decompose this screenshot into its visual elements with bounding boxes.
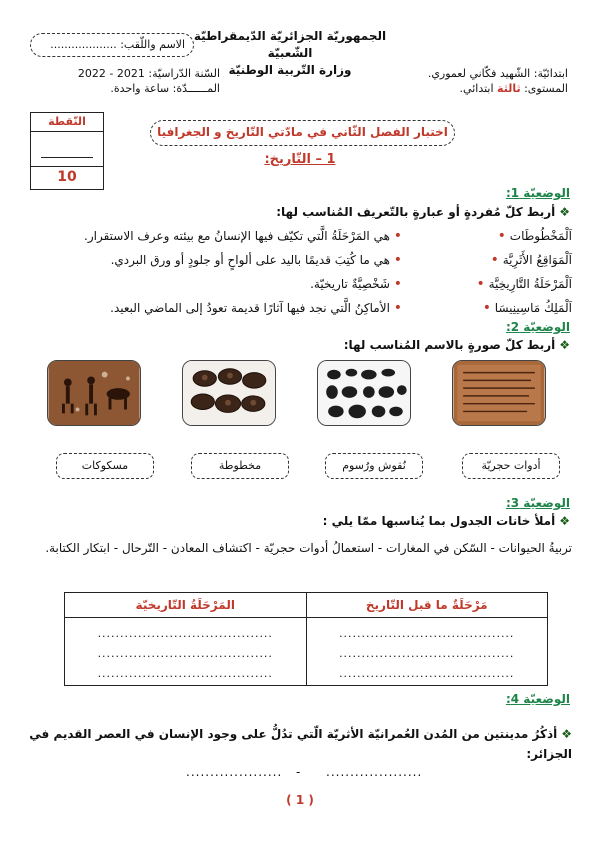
term-text: اَلْمَخْطُوطَات [509,229,572,243]
manuscript-image[interactable] [452,360,546,426]
label-engravings[interactable]: نُقوش ورُسوم [325,453,423,479]
situation-3-instruction [323,514,570,528]
stone-tools-icon [318,361,410,425]
situation-2-instruction [344,338,570,352]
term-item[interactable] [432,276,572,292]
school-year: السّنة الدّراسيّة: 2021 - 2022 [77,67,220,80]
answer-line[interactable]: ....................................... [97,667,273,680]
answer-line[interactable]: ....................................... [97,647,273,660]
cave-painting-image[interactable] [47,360,141,426]
dot-icon: • [393,276,402,292]
definition-item[interactable] [42,252,402,268]
term-item[interactable] [432,300,572,316]
definition-text: الأماكِنُ الَّتي نجد فيها آثارًا قديمة تعودُ إلى الماضي البعيد. [110,301,390,315]
dot-icon: • [393,228,402,244]
header-left [30,66,220,96]
city-answer-2[interactable]: .................... [326,765,423,779]
col-header-historical: المَرْحَلَةُ التّاريخيّة [65,593,307,618]
page-number: ( 1 ) [286,793,314,807]
dot-icon: • [482,300,491,316]
definition-item[interactable] [42,228,402,244]
term-text: اَلْمَوَاقِعُ الأَثَرِيَّة [502,253,572,267]
answer-line[interactable]: ....................................... [339,627,515,640]
dot-icon: • [497,228,506,244]
situation-2-title: الوضعيّة 2: [505,320,570,334]
dot-icon: • [476,276,485,292]
diamond-bullet-icon: ❖ [561,727,572,741]
level-label: المستوى: [524,82,568,95]
situation-4-title: الوضعيّة 4: [505,692,570,706]
situation-2-instruction-text: أربط كلّ صورةٍ بالاسم المُناسب لها: [343,338,556,352]
definition-item[interactable] [42,300,402,316]
col-header-prehistory: مَرْحَلَةٌ ما قبل التّاريخ [306,593,548,618]
dot-icon: • [490,252,499,268]
situation-1-title: الوضعيّة 1: [505,186,570,200]
answer-separator: - [296,765,302,779]
answer-cell-prehistory[interactable] [306,618,548,686]
ministry-text: وزارة التّربية الوطنيّة [228,63,352,77]
term-item[interactable] [432,252,572,268]
dot-icon: • [393,300,402,316]
level-value: ثالثة [497,82,521,95]
situation-3-instruction-text: أملأ خانات الجدول بما يُناسبها ممّا يلي : [322,514,556,528]
score-max: 10 [31,166,103,189]
diamond-bullet-icon: ❖ [559,205,570,219]
term-text: اَلْمَلِكُ مَاسِينِيسَا [494,301,572,315]
score-line [41,157,93,158]
score-box [30,112,104,190]
term-text: اَلْمَرْحَلَةُ التَّارِيخِيَّة [488,277,572,291]
answer-cell-historical[interactable] [65,618,307,686]
cave-painting-icon [48,361,140,425]
answer-line[interactable]: ....................................... [339,667,515,680]
situation-1-instruction-text: أربط كلّ مُفردةٍ أو عبارةٍ بالتّعريف المُناسب لها: [276,205,556,219]
name-field[interactable]: الاسم واللّقب: ................... [30,33,194,57]
definition-text: شَخْصِيَّةٌ تاريخيّة. [310,277,390,291]
definition-item[interactable] [42,276,402,292]
dot-icon: • [393,252,402,268]
situation-4-instruction [24,724,572,764]
situation-3-title: الوضعيّة 3: [505,496,570,510]
republic-text: الجمهوريّة الجزائريّة الدّيمقراطيّة الشّعبيّة [193,29,387,60]
definition-text: هي ما كُتِبَ قديمًا باليد على ألواحٍ أو جلودٍ أو ورق البردي. [110,253,390,267]
answer-line[interactable]: ....................................... [339,647,515,660]
section-title-history: 1 – التّاريخ: [264,152,336,167]
duration: المــــــدّة: ساعة واحدة. [110,82,220,95]
manuscript-icon [453,361,545,425]
answer-line[interactable]: ....................................... [97,627,273,640]
label-coins[interactable]: مسكوكات [56,453,154,479]
label-manuscript[interactable]: مخطوطة [191,453,289,479]
school-name: ابتدائيّة: الشّهيد فكّاني لعموري. [427,67,568,80]
term-item[interactable] [432,228,572,244]
level-line [338,81,568,96]
diamond-bullet-icon: ❖ [559,514,570,528]
definition-text: هي المَرْحَلَةُ الَّتي تكيّف فيها الإنسانُ مع بيئته وعرف الاستقرار. [84,229,390,243]
level-suffix: ابتدائي. [459,82,494,95]
coins-icon [183,361,275,425]
stone-tools-image[interactable] [317,360,411,426]
header-right [338,66,568,96]
diamond-bullet-icon: ❖ [559,338,570,352]
score-label: النّقطة [31,113,103,132]
situation-4-instruction-text: أذكُرُ مدينتين من المُدن العُمرانيّة الأثريّة الّتي تدُلُّ على وجود الإنسان في العصر القديم في الجزائر: [29,727,572,761]
city-answer-1[interactable]: .................... [186,765,283,779]
label-stone-tools[interactable]: أدوات حجريّة [462,453,560,479]
word-bank: تربيةُ الحيوانات - السّكن في المغارات - استعمالُ أدوات حجريّة - اكتشاف المعادن - التّرحال - ابتكار الكتابة. [45,541,572,555]
coins-image[interactable] [182,360,276,426]
exam-title: اختبار الفصل الثّاني في مادّتي التّاريخ و الجغرافيا [150,120,455,146]
classification-table [64,592,548,686]
situation-1-instruction [276,205,570,219]
